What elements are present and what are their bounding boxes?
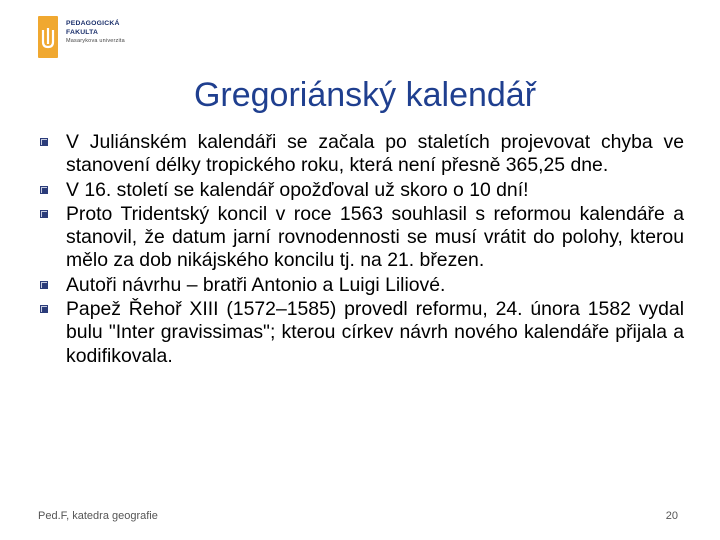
bullet-item (38, 179, 684, 202)
bullet-text: Autoři návrhu – bratři Antonio a Luigi Liliové. (66, 273, 446, 296)
bullet-square-icon (40, 281, 48, 289)
bullet-item (38, 298, 684, 368)
bullet-text: V 16. století se kalendář opožďoval už skoro o 10 dní! (66, 178, 529, 201)
bullet-square-icon (40, 138, 48, 146)
faculty-logo (38, 16, 168, 56)
logo-line-3: Masarykova univerzita (66, 38, 125, 44)
footer-department: Ped.F, katedra geografie (38, 510, 158, 522)
bullet-square-icon (40, 305, 48, 313)
bullet-text: V Juliánském kalendáři se začala po staletích projevovat chyba ve stanovení délky tropického roku, která není přesně 365,25 dne. (66, 131, 684, 177)
slide-number: 20 (665, 510, 678, 522)
bullet-text: Proto Tridentský koncil v roce 1563 souhlasil s reformou kalendáře a stanovil, že datum jarní rovnodennosti se musí vrátit do polohy, kterou mělo za dob nikájského koncilu tj. na 21. březen. (66, 202, 684, 272)
bullet-text: Papež Řehoř XIII (1572–1585) provedl reformu, 24. února 1582 vydal bulu "Inter gravissimas"; kterou církev návrh nového kalendáře přijala a kodifikovala. (66, 298, 684, 367)
bullet-list (38, 131, 684, 369)
bullet-item (38, 203, 684, 273)
slide-title: Gregoriánský kalendář (193, 76, 537, 114)
bullet-item (38, 274, 684, 297)
logo-line-2: FAKULTA (66, 28, 99, 36)
faculty-logo-icon (38, 16, 58, 58)
bullet-square-icon (40, 186, 48, 194)
bullet-item (38, 131, 684, 178)
faculty-logo-text (66, 20, 125, 46)
logo-line-1: PEDAGOGICKÁ (66, 20, 120, 27)
bullet-square-icon (40, 210, 48, 218)
